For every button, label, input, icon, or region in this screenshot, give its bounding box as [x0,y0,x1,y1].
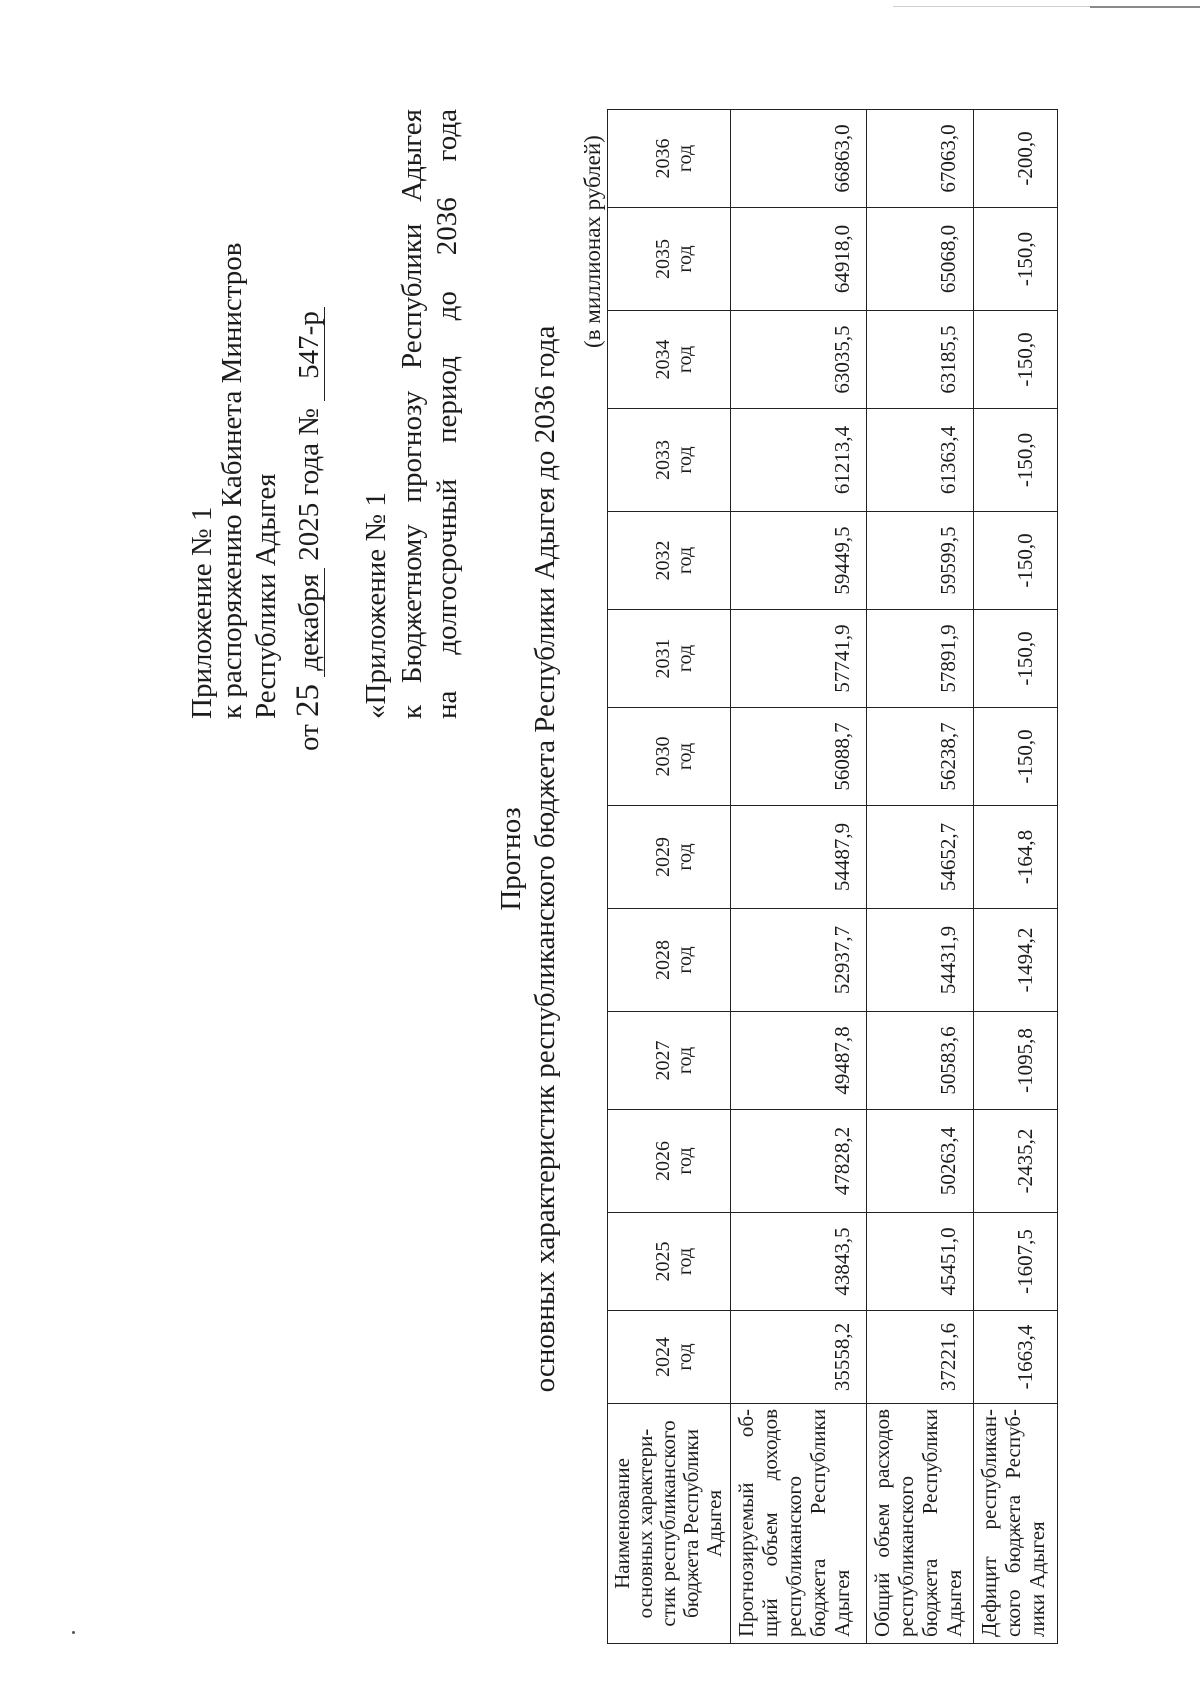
document-subtitle: основных характеристик республиканского бюджета Республики Адыгея до 2036 года [529,325,561,1393]
year-column-header [608,1110,731,1213]
row-text-line: Адыгея [942,1569,966,1637]
row-text-line: лики Адыгея [1025,1521,1049,1637]
date-month: декабря [294,568,325,677]
year-label: 2024 [652,1337,674,1377]
revenue-value-cell: 61213,4 [731,409,867,512]
expenditure-value-cell: 54431,9 [867,909,974,1012]
expenditure-row [867,110,974,1644]
expenditure-name-cell [867,1404,974,1644]
revenue-value-cell: 49487,8 [731,1012,867,1110]
expenditure-value-cell: 50583,6 [867,1012,974,1110]
year-label: 2032 [652,540,674,581]
document-title: Прогноз [495,807,527,911]
header-text-line: стик республиканского [656,1420,680,1627]
expenditure-value-cell: 54652,7 [867,806,974,909]
year-unit-label: год [674,1147,696,1175]
deficit-value-cell: -200,0 [974,110,1058,208]
scan-dot [72,1631,75,1634]
expenditure-value-cell: 50263,4 [867,1110,974,1213]
deficit-value-cell: -164,8 [974,806,1058,909]
row-text-line: Адыгея [830,1569,854,1637]
revenue-value-cell: 63035,5 [731,311,867,409]
header-text-line: Адыгея [702,1489,726,1558]
revenue-value-cell: 66863,0 [731,110,867,208]
expenditure-value-cell: 37221,6 [867,1311,974,1404]
year-unit-label: год [674,1247,696,1276]
year-unit-label: год [674,644,696,673]
year-column-header [608,909,731,1012]
row-text-line: Общий объем расходов [870,1409,894,1637]
year-column-header [608,110,731,208]
deficit-value-cell: -1095,8 [974,1012,1058,1110]
forecast-appendix-line2: на долгосрочный период до 2036 года [431,109,463,719]
order-appendix-title: Приложение № 1 [186,506,218,719]
scan-edge-line [1090,6,1200,8]
revenue-value-cell: 52937,7 [731,909,867,1012]
year-label: 2030 [652,736,674,777]
year-column-header [608,610,731,708]
year-column-header [608,311,731,409]
year-column-header [608,409,731,512]
header-text-line: Наименование [610,1458,634,1589]
row-text-line: щий объем доходов [758,1409,782,1637]
row-text-line: республиканского [894,1476,918,1637]
deficit-value-cell: -150,0 [974,311,1058,409]
year-unit-label: год [674,144,696,173]
order-number: 547-р [294,307,325,401]
expenditure-value-cell: 65068,0 [867,208,974,311]
row-text-line: Дефицит республикан- [977,1409,1001,1637]
revenue-name-cell [731,1404,867,1644]
deficit-value-cell: -150,0 [974,409,1058,512]
year-column-header [608,1012,731,1110]
row-text-line: республиканского [782,1476,806,1637]
year-label: 2025 [652,1241,674,1282]
forecast-appendix-title: «Приложение № 1 [360,492,392,719]
year-unit-label: год [674,446,696,474]
units-note: (в миллионах рублей) [580,135,605,348]
expenditure-value-cell: 45451,0 [867,1213,974,1311]
year-label: 2027 [652,1040,674,1081]
year-unit-label: год [674,546,696,575]
year-column-header [608,208,731,311]
revenue-value-cell: 35558,2 [731,1311,867,1404]
year-label: 2033 [652,440,674,480]
date-year: 2025 года № [293,408,325,561]
year-unit-label: год [674,742,696,771]
revenue-row [731,110,867,1644]
year-unit-label: год [674,1046,696,1075]
deficit-row [974,110,1058,1644]
expenditure-value-cell: 57891,9 [867,610,974,708]
header-text-line: бюджета Республики [679,1429,703,1618]
expenditure-value-cell: 59599,5 [867,512,974,610]
revenue-value-cell: 57741,9 [731,610,867,708]
revenue-value-cell: 54487,9 [731,806,867,909]
year-unit-label: год [674,1343,696,1371]
year-label: 2029 [652,837,674,877]
deficit-value-cell: -150,0 [974,610,1058,708]
year-label: 2036 [652,138,674,179]
year-unit-label: год [674,843,696,871]
row-text-line: бюджета Республики [918,1409,942,1637]
year-label: 2031 [652,638,674,679]
year-label: 2026 [652,1141,674,1181]
deficit-value-cell: -1494,2 [974,909,1058,1012]
deficit-value-cell: -150,0 [974,208,1058,311]
year-column-header [608,512,731,610]
header-text-line: основных характери- [633,1428,657,1619]
order-appendix-line1: к распоряжению Кабинета Министров [216,242,248,719]
row-text-line: Прогнозируемый об- [734,1409,758,1637]
revenue-value-cell: 59449,5 [731,512,867,610]
year-unit-label: год [674,345,696,374]
name-column-header [608,1404,731,1644]
deficit-name-cell [974,1404,1058,1644]
revenue-value-cell: 56088,7 [731,708,867,806]
year-column-header [608,708,731,806]
year-column-header [608,806,731,909]
expenditure-value-cell: 56238,7 [867,708,974,806]
deficit-value-cell: -150,0 [974,708,1058,806]
year-unit-label: год [674,946,696,974]
year-label: 2034 [652,339,674,380]
year-unit-label: год [674,245,696,273]
deficit-value-cell: -2435,2 [974,1110,1058,1213]
year-column-header [608,1213,731,1311]
table-header-row [608,110,731,1644]
expenditure-value-cell: 61363,4 [867,409,974,512]
deficit-value-cell: -1663,4 [974,1311,1058,1404]
year-label: 2035 [652,239,674,279]
year-column-header [608,1311,731,1404]
forecast-appendix-line1: к Бюджетному прогнозу Республики Адыгея [396,109,428,719]
year-label: 2028 [652,940,674,980]
date-day: 25 [290,683,326,717]
expenditure-value-cell: 67063,0 [867,110,974,208]
order-appendix-line2: Республики Адыгея [250,473,282,719]
order-date-line [292,307,326,751]
revenue-value-cell: 43843,5 [731,1213,867,1311]
row-text-line: бюджета Республики [806,1409,830,1637]
revenue-value-cell: 47828,2 [731,1110,867,1213]
deficit-value-cell: -1607,5 [974,1213,1058,1311]
deficit-value-cell: -150,0 [974,512,1058,610]
revenue-value-cell: 64918,0 [731,208,867,311]
expenditure-value-cell: 63185,5 [867,311,974,409]
budget-forecast-table [607,109,1058,1644]
date-prefix: от [293,724,325,751]
row-text-line: ского бюджета Респуб- [1001,1409,1025,1637]
